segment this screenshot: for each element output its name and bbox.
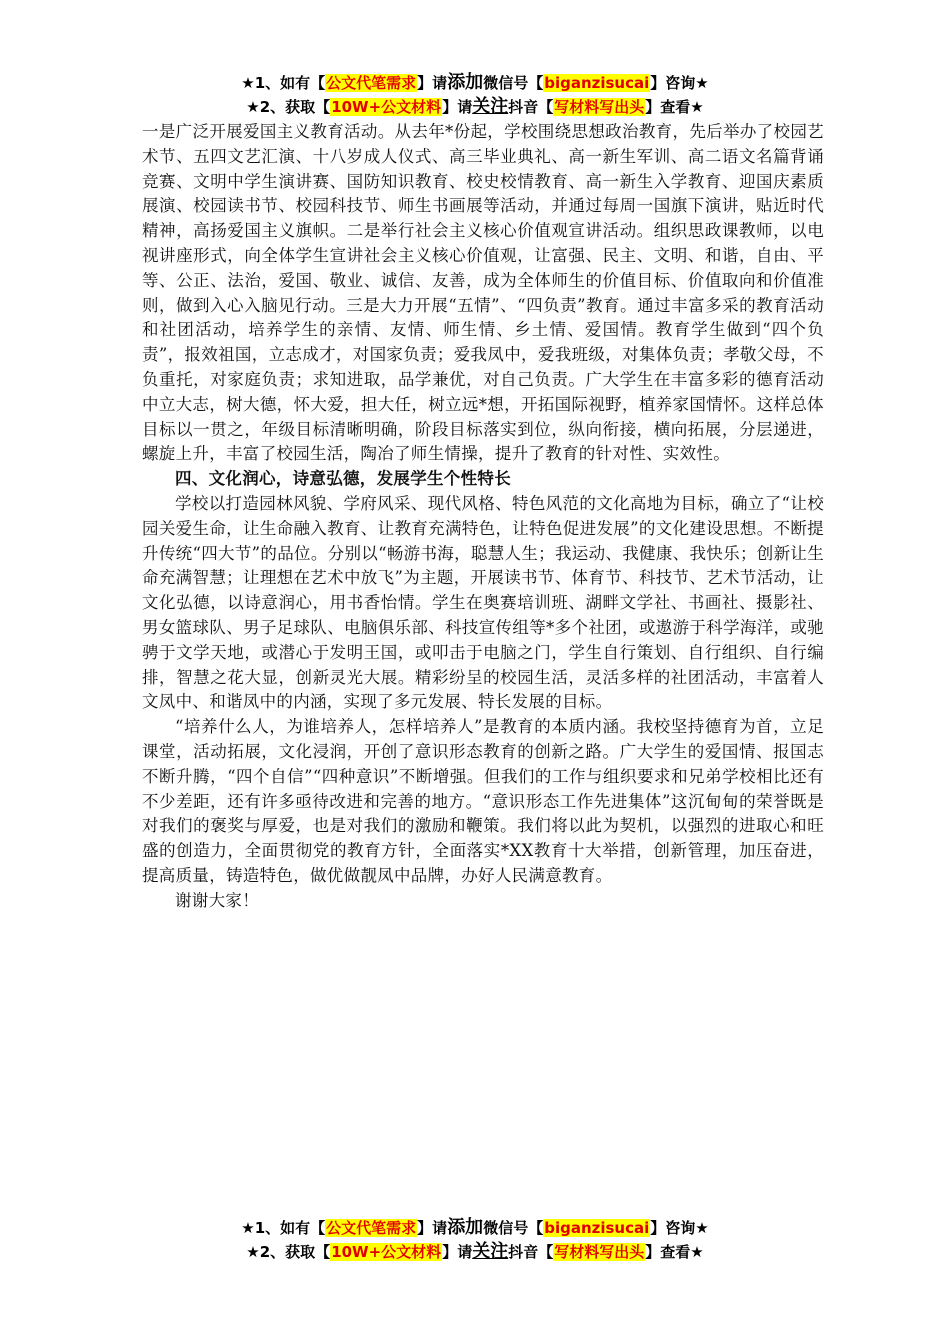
promo-line-2 bbox=[0, 95, 950, 119]
promo-text: 】请 bbox=[417, 1219, 448, 1237]
promo-highlight-wechat-id: biganzisucai bbox=[544, 74, 650, 92]
promo-highlight-douyin: 写材料写出头 bbox=[554, 1243, 645, 1261]
promo-highlight: 公文代笔需求 bbox=[326, 74, 417, 92]
document-body bbox=[142, 120, 824, 914]
promo-text: ★1、如有【 bbox=[241, 74, 326, 92]
promo-highlight-wechat-id: biganzisucai bbox=[544, 1219, 650, 1237]
promo-highlight-douyin: 写材料写出头 bbox=[554, 98, 645, 116]
promo-text: 抖音【 bbox=[508, 1243, 554, 1261]
promo-line-1 bbox=[0, 71, 950, 95]
paragraph-culture: 学校以打造园林风貌、学府风采、现代风格、特色风范的文化高地为目标，确立了“让校园关爱生命，让生命融入教育、让教育充满特色，让特色促进发展”的文化建设思想。不断提升传统“四大节”的品位。分别以“畅游书海，聪慧人生；我运动、我健康、我快乐；创新让生命充满智慧；让理想在艺术中放飞”为主题，开展读书节、体育节、科技节、艺术节活动，让文化弘德，以诗意润心，用书香怡情。学生在奥赛培训班、湖畔文学社、书画社、摄影社、男女篮球队、男子足球队、电脑俱乐部、科技宣传组等*多个社团，或遨游于科学海洋，或驰骋于文学天地，或潜心于发明王国，或叩击于电脑之门，学生自行策划、自行组织、自行编排，智慧之花大显，创新灵光大展。精彩纷呈的校园生活，灵活多样的社团活动，丰富着人文凤中、和谐凤中的内涵，实现了多元发展、特长发展的目标。 bbox=[142, 493, 824, 712]
promo-text: 】请 bbox=[442, 98, 473, 116]
promo-text: ★1、如有【 bbox=[241, 1219, 326, 1237]
promo-text: ★2、获取【 bbox=[246, 98, 331, 116]
promo-highlight: 10W+公文材料 bbox=[331, 1243, 442, 1261]
promo-text: 】查看★ bbox=[645, 98, 704, 116]
promo-emphasis: 关注 bbox=[472, 96, 509, 117]
section-heading-4: 四、文化润心，诗意弘德，发展学生个性特长 bbox=[175, 469, 511, 489]
promo-emphasis: 关注 bbox=[472, 1241, 509, 1262]
promo-banner-bottom bbox=[0, 1216, 950, 1264]
promo-emphasis: 添加 bbox=[447, 1217, 484, 1238]
promo-text: ★2、获取【 bbox=[246, 1243, 331, 1261]
promo-text: 】请 bbox=[417, 74, 448, 92]
promo-banner-top bbox=[0, 71, 950, 119]
promo-line-1 bbox=[0, 1216, 950, 1240]
promo-text: 】咨询★ bbox=[650, 74, 709, 92]
promo-text: 】请 bbox=[442, 1243, 473, 1261]
promo-highlight: 公文代笔需求 bbox=[326, 1219, 417, 1237]
promo-highlight: 10W+公文材料 bbox=[331, 98, 442, 116]
promo-text: 微信号【 bbox=[483, 1219, 544, 1237]
promo-emphasis: 添加 bbox=[447, 72, 484, 93]
promo-text: 微信号【 bbox=[483, 74, 544, 92]
promo-line-2 bbox=[0, 1240, 950, 1264]
paragraph-activities: 一是广泛开展爱国主义教育活动。从去年*份起，学校围绕思想政治教育，先后举办了校园艺术节、五四文艺汇演、十八岁成人仪式、高三毕业典礼、高一新生军训、高二语文名篇背诵竞赛、文明中学生演讲赛、国防知识教育、校史校情教育、高一新生入学教育、迎国庆素质展演、校园读书节、校园科技节、师生书画展等活动，并通过每周一国旗下演讲，贴近时代精神，高扬爱国主义旗帜。二是举行社会主义核心价值观宣讲活动。组织思政课教师，以电视讲座形式，向全体学生宣讲社会主义核心价值观，让富强、民主、文明、和谐，自由、平等、公正、法治，爱国、敬业、诚信、友善，成为全体师生的价值目标、价值取向和价值准则，做到入心入脑见行动。三是大力开展“五情”、“四负责”教育。通过丰富多采的教育活动和社团活动，培养学生的亲情、友情、师生情、乡土情、爱国情。教育学生做到“四个负责”，报效祖国，立志成才，对国家负责；爱我凤中，爱我班级，对集体负责；孝敬父母，不负重托，对家庭负责；求知进取，品学兼优，对自己负责。广大学生在丰富多彩的德育活动中立大志，树大德，怀大爱，担大任，树立远*想，开拓国际视野，植养家国情怀。这样总体目标以一贯之，年级目标清晰明确，阶段目标落实到位，纵向衔接，横向拓展，分层递进，螺旋上升，丰富了校园生活，陶冶了师生情操，提升了教育的针对性、实效性。 bbox=[142, 122, 824, 464]
promo-text: 抖音【 bbox=[508, 98, 554, 116]
paragraph-thanks: 谢谢大家！ bbox=[175, 890, 259, 910]
promo-text: 】查看★ bbox=[645, 1243, 704, 1261]
paragraph-conclusion: “培养什么人，为谁培养人，怎样培养人”是教育的本质内涵。我校坚持德育为首，立足课堂，活动拓展，文化浸润，开创了意识形态教育的创新之路。广大学生的爱国情、报国志不断升腾，“四个自信”“四种意识”不断增强。但我们的工作与组织要求和兄弟学校相比还有不少差距，还有许多亟待改进和完善的地方。“意识形态工作先进集体”这沉甸甸的荣誉既是对我们的褒奖与厚爱，也是对我们的激励和鞭策。我们将以此为契机，以强烈的进取心和旺盛的创造力，全面贯彻党的教育方针，全面落实*XX教育十大举措，创新管理，加压奋进，提高质量，铸造特色，做优做靓凤中品牌，办好人民满意教育。 bbox=[142, 717, 824, 885]
promo-text: 】咨询★ bbox=[650, 1219, 709, 1237]
